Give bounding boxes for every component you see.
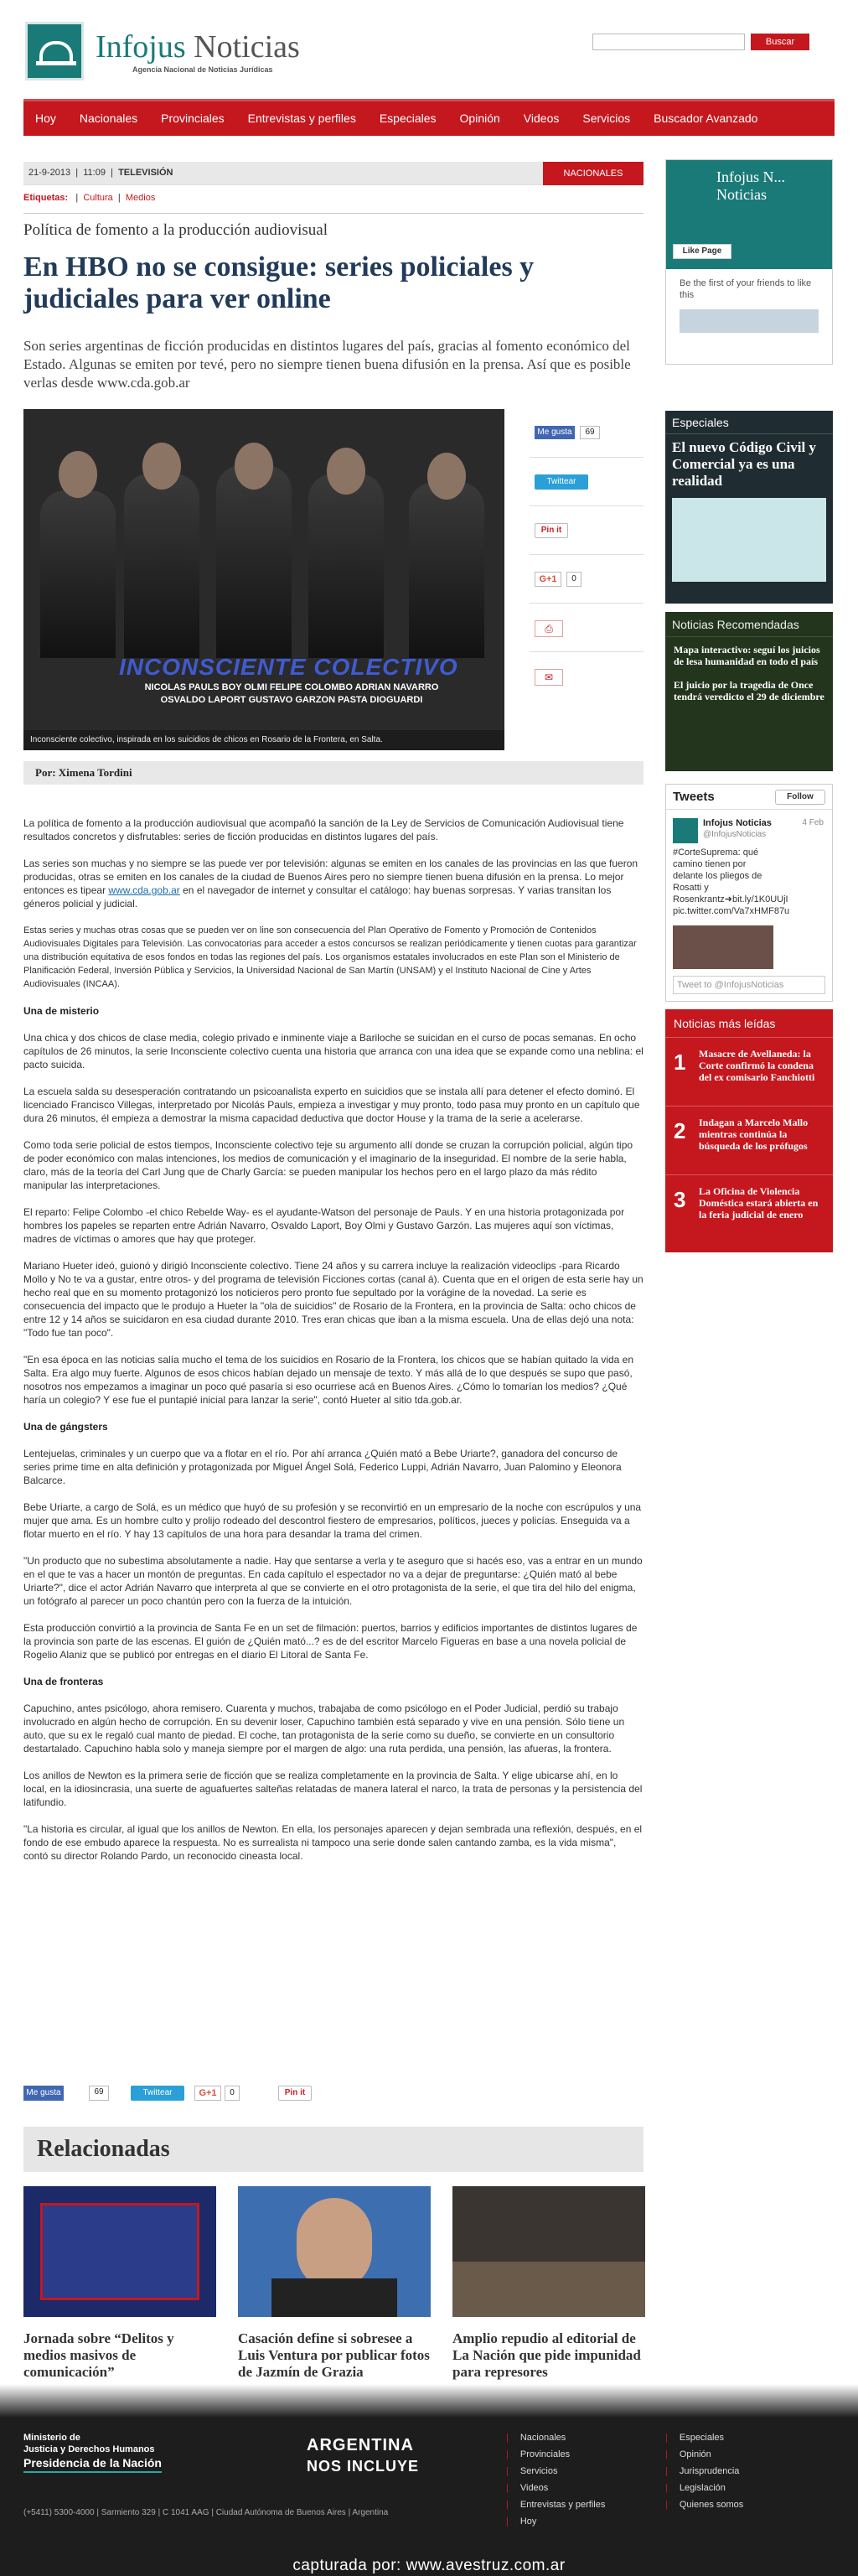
tweet-date: 4 Feb <box>802 818 824 827</box>
most-read-item[interactable]: 2 Indagan a Marcelo Mallo mientras continúa la búsqueda de los prófugos <box>665 1107 833 1175</box>
body-paragraph: La escuela salda su desesperación contratando un psicoanalista experto en suicidios que se instala allí para detener el efecto dominó. El licenciado Francisco Villegas, interpretado por Nicolás Pauls, empieza a investigar y muy pronto, todo pasa muy pronto en un capítulo que dura 26 minutos, él empieza a demostrar la misma capacidad deductiva que doctor House y la trama de la serie a acelerarse. <box>23 1086 640 1124</box>
footer-links-col1 <box>506 2429 605 2530</box>
nav-item-nacionales[interactable]: Nacionales <box>79 111 138 125</box>
tweet-text: #CorteSuprema: qué camino tienen por delante los pliegos de Rosatti y Rosenkrantz➜bit.ly/1K0UUjI pic.twitter.com/Va7xHMF87u <box>673 847 790 916</box>
related-image <box>23 2186 216 2317</box>
body-paragraph: "Un producto que no subestima absolutamente a nadie. Hay que sentarse a verla y te aseguro que si hacés eso, vas a entrar en un mundo en el que te vas a hacer un montón de preguntas. En cada capítulo el espectador no va a dejar de preguntarse: ¿Quién mató al bebe Uriarte?", dice el actor Adrián Navarro que interpreta al que se convierte en el otro protagonista de la serie, el que tira del hilo del enigma, un fotógrafo al parecer un poco chantún pero con la fuerza de la intuición. <box>23 1555 643 1607</box>
article-category[interactable]: TELEVISIÓN <box>118 168 173 178</box>
share-column <box>530 409 644 701</box>
facebook-widget-text: Be the first of your friends to like this <box>680 278 812 300</box>
body-paragraph: El reparto: Felipe Colombo -el chico Rebelde Way- es el ayudante-Watson del personaje de Pauls. Y en una historia protagonizada por hombres los papeles se reparten entre Adrián Navarro, Osvaldo Laport, Boy Olmi y Gustavo Garzón. Las mujeres aquí son víctimas, madres de víctimas o amores que hay que proteger. <box>23 1206 625 1245</box>
footer-link[interactable]: | Hoy <box>506 2516 537 2527</box>
nav-item-entrevistas[interactable]: Entrevistas y perfiles <box>247 111 356 125</box>
google-plus-count: 0 <box>566 572 581 587</box>
divider <box>23 213 644 214</box>
especiales-image[interactable] <box>672 498 826 582</box>
nav-item-videos[interactable]: Videos <box>523 111 560 125</box>
footer-link[interactable]: | Opinión <box>665 2449 711 2459</box>
facebook-page-widget <box>665 159 833 365</box>
related-image <box>452 2186 645 2317</box>
nav-item-hoy[interactable]: Hoy <box>35 111 56 125</box>
article-photo[interactable] <box>23 409 504 750</box>
facebook-page-name[interactable]: Infojus N... Noticias <box>716 168 785 203</box>
cda-link[interactable]: www.cda.gob.ar <box>108 884 180 896</box>
logo-title: Infojus <box>96 29 186 65</box>
footer-links-col2 <box>665 2429 743 2513</box>
recommended-item[interactable]: El juicio por la tragedia de Once tendrá veredicto el 29 de diciembre <box>674 679 824 702</box>
footer-link[interactable]: | Quienes somos <box>665 2500 744 2510</box>
body-paragraph: Los anillos de Newton es la primera serie de ficción que se realiza completamente en la provincia de Salta. Y elige ubicarse ahí, en lo local, en la idiosincrasia, una suerte de aguafuertes salteñas relatadas de manera lateral el narco, la trata de personas y la persistencia del latifundio. <box>23 1770 643 1808</box>
twitter-follow-button[interactable]: Follow <box>775 790 825 805</box>
facebook-like-page-button[interactable]: Like Page <box>673 244 731 259</box>
especiales-heading: Especiales <box>665 411 833 434</box>
nav-item-especiales[interactable]: Especiales <box>379 111 437 125</box>
nav-item-buscador[interactable]: Buscador Avanzado <box>654 111 758 125</box>
body-paragraph: Mariano Hueter ideó, guionó y dirigió Inconsciente colectivo. Tiene 24 años y su carrera incluye la realización videoclips -para Ricardo Mollo y No te va a gustar, entre otros- y del programa de televisión Ficciones cortas (canal á). Cuenta que en el origen de esta serie hay un hecho real que en su momento protagonizó los noticieros pero pronto fue sepultado por la vorágine de la novedad. La serie es consecuencia del impacto que le produjo a Hueter la "ola de suicidios" de Rosario de la Frontera, en la provincia de Salta: ocho chicos de entre 12 y 14 años se suicidaron en esa ciudad durante 2010. Tres eran chicas que iban a la misma escuela. Una de ellas dejó una nota: "Todo fue tan poco". <box>23 1260 644 1339</box>
photo-caption: Inconsciente colectivo, inspirada en los suicidios de chicos en Rosario de la Frontera, en Salta. <box>23 730 504 750</box>
facebook-like-button[interactable]: Me gusta <box>23 2086 64 2101</box>
footer-link[interactable]: | Entrevistas y perfiles <box>506 2500 606 2510</box>
related-title[interactable]: Amplio repudio al editorial de La Nación que pide impunidad para represores <box>452 2330 641 2380</box>
facebook-like-count: 69 <box>580 426 600 439</box>
nav-item-servicios[interactable]: Servicios <box>582 111 631 125</box>
article-meta-bar: 21-9-2013 | 11:09 | TELEVISIÓN NACIONALES <box>23 162 644 185</box>
body-paragraph: Bebe Uriarte, a cargo de Solá, es un médico que huyó de su profesión y se reconvirtió en un empresario de la noche con escrúpulos y una mujer que ama. Es un hombre culto y prolijo rodeado del descontrol fiestero de empresarios, políticos, jueces y policías. Enseguida va a flotar muerto en el río. Y hay 13 capítulos de una hora para desandar la trama del crimen. <box>23 1501 642 1540</box>
google-plus-button[interactable]: G+1 <box>535 572 561 587</box>
footer-slogan-1: ARGENTINA <box>307 2436 414 2454</box>
subheading: Una de misterio <box>23 1005 100 1017</box>
twitter-handle: @InfojusNoticias <box>703 830 767 839</box>
most-read-heading: Noticias más leídas <box>665 1009 833 1038</box>
most-read-item[interactable]: 3 La Oficina de Violencia Doméstica estará abierta en la feria judicial de enero <box>674 1185 819 1221</box>
body-paragraph: Lentejuelas, criminales y un cuerpo que va a flotar en el río. Por ahí arranca ¿Quién mató a Bebe Uriarte?, ganadora del concurso de series prime time en alta definición y protagonizada por Miguel Ángel Solá, Federico Luppi, Adrián Navarro, Juan Palomino y Eleonora Balcarce. <box>23 1448 622 1486</box>
subheading: Una de gángsters <box>23 1421 108 1433</box>
footer-ministry-line2: Justicia y Derechos Humanos <box>23 2444 155 2454</box>
pinterest-button[interactable]: Pin it <box>278 2086 312 2101</box>
recommended-panel <box>665 612 833 771</box>
site-header <box>23 17 835 84</box>
tweet-input[interactable]: Tweet to @InfojusNoticias <box>673 976 825 994</box>
footer-link[interactable]: | Jurisprudencia <box>665 2466 740 2476</box>
body-paragraph: Esta producción convirtió a la provincia de Santa Fe en un set de filmación: puertos, barrios y edificios importantes de distintos lugares de la provincia son parte de las escenas. El guión de ¿Quién mató...? es de del escritor Marcelo Figueras en base a una novela policial de Rogelio Alaniz que se publicó por entregas en el diario El Litoral de Santa Fe. <box>23 1622 638 1661</box>
search-button[interactable]: Buscar <box>751 34 809 50</box>
tweets-heading: Tweets <box>673 790 715 804</box>
twitter-avatar <box>673 818 698 843</box>
nav-item-provinciales[interactable]: Provinciales <box>161 111 225 125</box>
pinterest-button[interactable]: Pin it <box>535 523 568 538</box>
footer-slogan-2: NOS INCLUYE <box>307 2458 420 2475</box>
tweet-image[interactable] <box>673 925 773 969</box>
body-paragraph: Una chica y dos chicos de clase media, colegio privado e inminente viaje a Bariloche se suicidan en el curso de pocas semanas. En ocho capítulos de 26 minutos, la serie Inconsciente colectivo cuenta una historia que arranca con una idea que se expande como una neblina: el pacto suicida. <box>23 1032 644 1070</box>
most-read-panel <box>665 1009 833 1252</box>
capture-credit: capturada por: www.avestruz.com.ar <box>292 2557 566 2574</box>
tag-link[interactable]: Medios <box>125 193 156 203</box>
most-read-item[interactable]: 1 Masacre de Avellaneda: la Corte confirmó la condena del ex comisario Fanchiotti <box>665 1038 833 1107</box>
friends-avatars <box>680 309 819 333</box>
twitter-user[interactable]: Infojus Noticias <box>703 818 772 828</box>
print-icon[interactable]: ⎙ <box>535 620 563 637</box>
recommended-item[interactable]: Mapa interactivo: seguí los juicios de lesa humanidad en todo el país <box>674 644 820 667</box>
article-body <box>23 816 644 1876</box>
logo-title-noticias: Noticias <box>194 29 300 65</box>
related-image <box>238 2186 431 2317</box>
related-title[interactable]: Jornada sobre “Delitos y medios masivos de comunicación” <box>23 2330 174 2380</box>
article-headline: En HBO no se consigue: series policiales y judiciales para ver online <box>23 251 535 314</box>
twitter-button[interactable]: Twittear <box>535 474 588 490</box>
body-paragraph: Las series son muchas y no siempre se las puede ver por televisión: algunas se emiten en los canales de las provincias en las que fueron producidas, otras se emiten en los canales de la ciudad de Buenos Aires pero no siempre tienen buena difusión en la prensa. Lo mejor entonces es tipear www.cda.gob.ar en el navegador de internet y consultar el catálogo: hay buenas sorpresas. Y varias transitan los géneros policial y judicial. <box>23 858 638 910</box>
related-item[interactable] <box>23 2186 216 2381</box>
nav-item-opinion[interactable]: Opinión <box>459 111 500 125</box>
body-paragraph: Estas series y muchas otras cosas que se pueden ver on line son consecuencia del Plan Operativo de Fomento y Promoción de Contenidos Audiovisuales Digitales para Televisión. Las convocatorias para acceder a estos concursos se realizan periódicamente y tienen cuotas para garantizar una distribución equitativa de esos fondos en todas las regiones del país. Los organismos estatales involucrados en este Plan son el Ministerio de Planificación Federal, Inversión Pública y Servicios, la Universidad Nacional de San Martín (UNSAM) y el Instituto Nacional de Cine y Artes Audiovisuales (INCAA). <box>23 925 637 989</box>
search-input[interactable] <box>592 34 745 50</box>
especiales-panel <box>665 411 833 604</box>
article-date: 21-9-2013 <box>28 168 71 178</box>
facebook-like-count: 69 <box>89 2086 109 2101</box>
footer-ministry-line1: Ministerio de <box>23 2433 80 2443</box>
article-kicker: Política de fomento a la producción audiovisual <box>23 221 328 239</box>
logo-subtitle: Agencia Nacional de Noticias Jurídicas <box>132 65 273 74</box>
section-badge[interactable]: NACIONALES <box>543 162 644 185</box>
footer-link[interactable]: | Nacionales <box>506 2433 566 2443</box>
body-paragraph: Como toda serie policial de estos tiempos, Inconsciente colectivo teje su argumento allí donde se cruzan la corrupción policial, algún tipo de poder económico con malas intenciones, los medios de comunicación y el imaginario de la inseguridad. El nombre de la serie habla, claro, más de la teoría del Carl Jung que de Charly García: se pueden manipular los hechos pero en el largo plazo da más rédito manipular las interpretaciones. <box>23 1139 633 1191</box>
twitter-widget <box>665 784 833 1002</box>
footer-link[interactable]: | Legislación <box>665 2483 726 2493</box>
body-paragraph: La política de fomento a la producción audiovisual que acompañó la sanción de la Ley de Servicios de Comunicación Audiovisual tiene resultados concretos y disfrutables: series de ficción producidas en distintos lugares del país. <box>23 817 624 842</box>
article-author: Por: Ximena Tordini <box>23 761 644 785</box>
related-heading: Relacionadas <box>23 2127 644 2172</box>
mail-icon[interactable]: ✉ <box>535 669 563 686</box>
related-item[interactable] <box>452 2186 645 2381</box>
footer-link[interactable]: | Videos <box>506 2483 549 2493</box>
recommended-heading: Noticias Recomendadas <box>665 612 833 637</box>
photo-credits-line1: NICOLAS PAULS BOY OLMI FELIPE COLOMBO ADRIAN NAVARRO <box>144 682 439 692</box>
footer-link[interactable]: | Especiales <box>665 2433 725 2443</box>
tags-row: Etiquetas: | Cultura | Medios <box>23 193 156 203</box>
logo-book-icon <box>25 22 84 80</box>
body-paragraph: Capuchino, antes psicólogo, ahora remisero. Cuarenta y muchos, trabajaba de como psicólogo en el Poder Judicial, perdió su trabajo involucrado en algún hecho de corrupción. En su devenir loser, Capuchino también está separado y vive en una pensión. Sólo tiene un auto, que su ex le regaló cual manto de piedad. El coche, tan protagonista de la serie como su dueño, se convierte en un consultorio destartalado. Capuchino habla solo y maneja siempre por el margen de algo: una ruta perdida, una pensión, las afueras, la frontera. <box>23 1703 625 1754</box>
tags-label: Etiquetas: <box>23 193 69 203</box>
bottom-share-bar <box>23 2082 644 2102</box>
related-item[interactable] <box>238 2186 431 2381</box>
especiales-title[interactable]: El nuevo Código Civil y Comercial ya es una realidad <box>672 439 816 489</box>
photo-credits-line2: OSVALDO LAPORT GUSTAVO GARZON PASTA DIOGUARDI <box>160 695 423 705</box>
footer-link[interactable]: | Provinciales <box>506 2449 571 2459</box>
body-paragraph: "En esa época en las noticias salía mucho el tema de los suicidios en Rosario de la Frontera, los chicos que se habían quitado la vida en Salta. Era algo muy fuerte. Algunos de esos chicos habían dejado un mensaje de texto. Y más allá de lo que después se supo que pasó, nosotros nos empezamos a imaginar un poco qué pasaría si eso ocurriese acá en Buenos Aires. ¿Cómo lo tomarían los medios? ¿Qué haría un colegio? Y ese fue el puntapié inicial para lanzar la serie", contó Hueter al sitio tda.gob.ar. <box>23 1354 634 1406</box>
body-paragraph: "La historia es circular, al igual que los anillos de Newton. En ella, los personajes aparecen y dejan sembrada una reflexión, después, en el fondo de ese embudo aparece la respuesta. No es surrealista ni tampoco una serie donde salen cantando zamba, es la vida misma", contó su director Rolando Pardo, un reconocido cineasta local. <box>23 1823 643 1862</box>
tag-link[interactable]: Cultura <box>83 193 113 203</box>
site-logo[interactable] <box>23 22 359 80</box>
article-time: 11:09 <box>83 168 106 178</box>
footer-address: (+5411) 5300-4000 | Sarmiento 329 | C 1041 AAG | Ciudad Autónoma de Buenos Aires | Argentina <box>23 2508 389 2517</box>
footer-link[interactable]: | Servicios <box>506 2466 558 2476</box>
site-footer <box>0 2384 858 2576</box>
related-title[interactable]: Casación define si sobresee a Luis Ventura por publicar fotos de Jazmín de Grazia <box>238 2330 430 2380</box>
main-nav <box>23 99 835 136</box>
photo-title: INCONSCIENTE COLECTIVO <box>119 654 458 680</box>
footer-presidency[interactable]: Presidencia de la Nación <box>23 2456 162 2473</box>
google-plus-button[interactable]: G+1 <box>194 2086 221 2101</box>
facebook-like-button[interactable]: Me gusta <box>535 426 575 439</box>
google-plus-count: 0 <box>225 2086 240 2101</box>
twitter-button[interactable]: Twittear <box>131 2086 184 2101</box>
article-lead: Son series argentinas de ficción producidas en distintos lugares del país, gracias al fomento económico del Estado. Algunas se emiten por tevé, pero no siempre tienen buena difusión en la prensa. Así que es posible verlas desde www.cda.gob.ar <box>23 338 631 391</box>
subheading: Una de fronteras <box>23 1676 104 1687</box>
